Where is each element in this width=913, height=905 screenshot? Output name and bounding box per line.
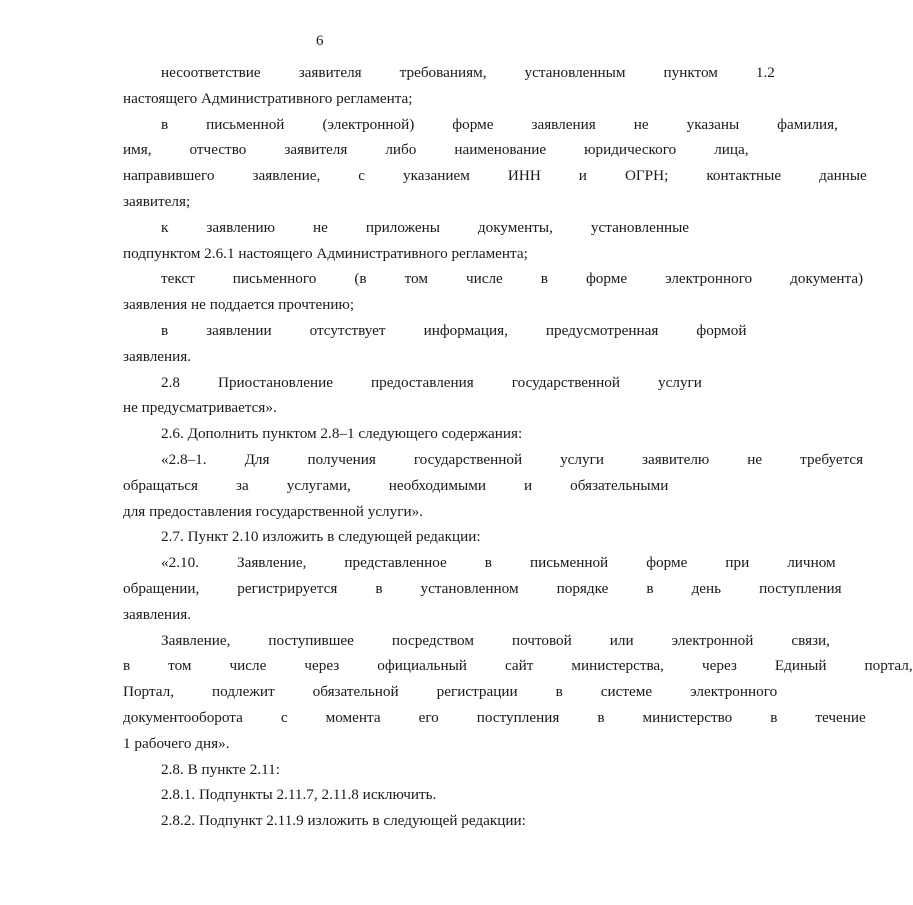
word: поступившее	[268, 631, 354, 649]
paragraph	[85, 524, 590, 550]
word: в	[375, 579, 383, 597]
text-line	[85, 370, 702, 396]
word: установленном	[420, 579, 519, 597]
text-line: 2.6. Дополнить пунктом 2.8–1 следующего содержания:	[161, 425, 523, 443]
word: услуги	[560, 450, 604, 468]
paragraph	[85, 808, 590, 834]
word: почтовой	[511, 631, 572, 649]
word: через	[304, 657, 340, 675]
word: подлежит	[212, 683, 275, 701]
word: документы,	[477, 218, 553, 236]
word: числе	[229, 657, 267, 675]
word: предоставления	[370, 373, 474, 391]
text-line	[85, 653, 913, 679]
word: несоответствие	[161, 64, 261, 81]
word: с	[280, 708, 288, 726]
word: числе	[465, 270, 503, 288]
text-line	[85, 318, 747, 344]
text-line: не предусматривается».	[123, 399, 277, 417]
word: обязательной	[312, 683, 399, 701]
word: в	[597, 708, 605, 726]
text-line: заявителя;	[123, 192, 191, 210]
word: или	[609, 631, 634, 649]
word: Заявление,	[161, 631, 231, 649]
word: (электронной)	[322, 115, 415, 133]
word: форме	[452, 115, 494, 133]
word: услугами,	[286, 476, 351, 494]
word: при	[725, 554, 750, 572]
word: официальный	[377, 657, 467, 675]
text-line: для предоставления государственной услуги».	[123, 502, 423, 520]
word: предусмотренная	[545, 321, 659, 339]
paragraph	[85, 318, 747, 370]
text-line: 2.7. Пункт 2.10 изложить в следующей редакции:	[161, 528, 481, 546]
word: в	[161, 115, 169, 133]
page-number: 6	[316, 33, 324, 49]
paragraph	[85, 370, 702, 422]
word: получения	[307, 450, 376, 468]
word: в	[161, 321, 169, 339]
text-line: заявления не поддается прочтению;	[123, 296, 355, 314]
word: представленное	[344, 554, 447, 572]
word: направившего	[123, 167, 215, 185]
word: Приостановление	[217, 373, 333, 391]
word: обязательными	[570, 476, 669, 494]
word: установленные	[590, 218, 690, 236]
word: в	[555, 683, 563, 701]
word: «2.8–1.	[161, 450, 207, 468]
word: Единый	[774, 657, 827, 675]
word: указаны	[686, 115, 740, 133]
word: наименование	[454, 141, 547, 159]
word: через	[701, 657, 737, 675]
text-line	[85, 473, 669, 499]
text-line: 2.8.2. Подпункт 2.11.9 изложить в следующей редакции:	[161, 812, 526, 830]
word: заявления	[531, 115, 596, 133]
word: момента	[325, 708, 381, 726]
text-line	[85, 447, 864, 473]
word: поступления	[476, 708, 560, 726]
paragraph	[85, 757, 590, 783]
text-line	[85, 60, 775, 86]
text-line: заявления.	[123, 347, 192, 365]
text-line	[85, 112, 838, 138]
word: не	[633, 115, 649, 133]
word: течение	[815, 708, 866, 726]
word: форме	[585, 270, 628, 288]
word: необходимыми	[388, 476, 486, 494]
paragraph	[85, 60, 775, 112]
paragraph	[85, 266, 864, 318]
word: текст	[161, 270, 195, 288]
word: Для	[244, 450, 270, 468]
word: министерство	[642, 708, 733, 726]
paragraph	[85, 782, 590, 808]
word: отчество	[189, 141, 247, 159]
word: регистрации	[436, 683, 518, 701]
word: данные	[819, 167, 867, 185]
word: портал,	[864, 657, 913, 675]
word: обращении,	[123, 579, 200, 597]
word: заявителю	[641, 450, 710, 468]
word: в	[123, 657, 131, 675]
word: не	[313, 218, 328, 236]
word: том	[168, 657, 192, 675]
word: установленным	[524, 64, 626, 81]
word: порядке	[556, 579, 609, 597]
word: услуги	[658, 373, 702, 391]
word: «2.10.	[161, 554, 199, 572]
word: системе	[600, 683, 653, 701]
word: заявлении	[206, 321, 272, 339]
word: 2.8	[161, 373, 180, 391]
word: не	[747, 450, 763, 468]
word: требуется	[800, 450, 864, 468]
word: информация,	[423, 321, 508, 339]
word: документа)	[790, 270, 864, 288]
word: и	[578, 167, 587, 185]
word: в	[540, 270, 548, 288]
word: связи,	[791, 631, 830, 649]
word: заявление,	[252, 167, 321, 185]
word: документооборота	[123, 708, 243, 726]
word: его	[418, 708, 439, 726]
text-line: подпунктом 2.6.1 настоящего Административного регламента;	[123, 244, 528, 262]
paragraph	[85, 628, 913, 757]
paragraph	[85, 447, 864, 524]
text-line	[85, 628, 830, 654]
text-line	[85, 163, 867, 189]
word: юридического	[584, 141, 677, 159]
word: с	[358, 167, 366, 185]
word: государственной	[511, 373, 621, 391]
word: имя,	[123, 141, 152, 159]
word: лица,	[714, 141, 749, 159]
text-line	[85, 705, 866, 731]
text-line: 1 рабочего дня».	[123, 734, 230, 752]
text-line	[85, 550, 836, 576]
word: контактные	[706, 167, 782, 185]
word: форме	[646, 554, 688, 572]
text-line: настоящего Административного регламента;	[123, 89, 413, 107]
paragraph	[85, 112, 867, 215]
word: фамилия,	[777, 115, 838, 133]
word: либо	[385, 141, 417, 159]
word: заявителя	[298, 64, 362, 81]
text-line: заявления.	[123, 605, 192, 623]
word: в	[484, 554, 492, 572]
text-line	[85, 679, 778, 705]
word: регистрируется	[237, 579, 338, 597]
word: государственной	[413, 450, 523, 468]
word: заявителя	[284, 141, 348, 159]
word: поступления	[759, 579, 842, 597]
word: ОГРН;	[624, 167, 669, 185]
word: требованиям,	[399, 64, 487, 81]
word: электронной	[671, 631, 754, 649]
word: день	[691, 579, 722, 597]
word: формой	[696, 321, 747, 339]
document-body	[85, 60, 913, 834]
word: приложены	[365, 218, 440, 236]
word: министерства,	[571, 657, 664, 675]
paragraph	[85, 421, 590, 447]
word: (в	[354, 270, 367, 288]
word: Портал,	[123, 683, 175, 701]
paragraph	[85, 215, 690, 267]
text-line	[85, 266, 864, 292]
text-line: 2.8.1. Подпункты 2.11.7, 2.11.8 исключить.	[161, 786, 437, 804]
word: том	[404, 270, 428, 288]
word: отсутствует	[309, 321, 386, 339]
text-line	[85, 215, 690, 241]
word: и	[523, 476, 533, 494]
word: заявлению	[206, 218, 276, 236]
word: письменного	[232, 270, 317, 288]
word: обращаться	[123, 476, 198, 494]
text-line	[85, 137, 749, 163]
word: пунктом	[663, 64, 718, 81]
text-line	[85, 576, 842, 602]
word: сайт	[504, 657, 534, 675]
word: электронного	[690, 683, 778, 701]
word: посредством	[391, 631, 474, 649]
word: личном	[787, 554, 836, 572]
text-line: 2.8. В пункте 2.11:	[161, 760, 280, 778]
word: в	[646, 579, 654, 597]
word: Заявление,	[236, 554, 307, 572]
word: ИНН	[507, 167, 541, 185]
word: электронного	[665, 270, 753, 288]
word: указанием	[403, 167, 470, 185]
word: письменной	[206, 115, 285, 133]
word: в	[770, 708, 778, 726]
word: письменной	[529, 554, 609, 572]
paragraph	[85, 550, 842, 627]
word: за	[236, 476, 249, 494]
word: к	[161, 218, 169, 236]
word: 1.2	[755, 64, 775, 81]
